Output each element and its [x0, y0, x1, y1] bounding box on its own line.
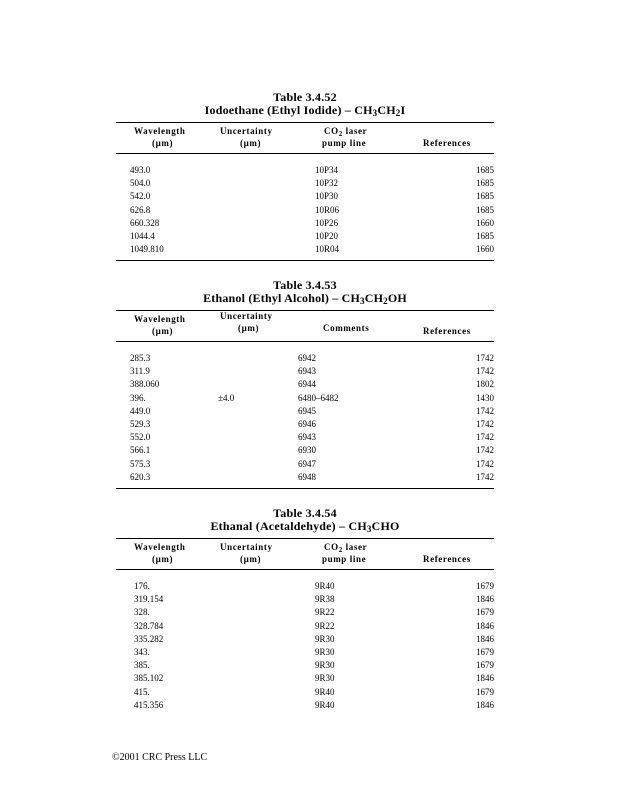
cell-wavelength: 529.3	[130, 418, 151, 429]
header-wavelength: Wavelength	[134, 314, 186, 324]
cell-uncertainty: ±4.0	[218, 392, 235, 403]
cell-reference: 1846	[476, 633, 494, 644]
table-subtitle: Ethanal (Acetaldehyde) – $CH_3CHO$	[210, 518, 400, 534]
cell-wavelength: 176.	[134, 581, 150, 591]
cell-reference: 1742	[476, 418, 494, 429]
cell-reference: 1679	[476, 660, 494, 671]
header-uncertainty: Uncertainty	[220, 311, 273, 321]
table-row	[116, 243, 494, 256]
table-row	[116, 365, 494, 378]
bottom-rule	[116, 260, 494, 261]
header-wavelength-unit: (µm)	[152, 138, 174, 148]
cell-wavelength: 285.3	[130, 353, 151, 363]
cell-wavelength: 1049.810	[130, 244, 164, 255]
cell-pump-line-or-comment: 10P30	[315, 191, 339, 202]
cell-reference: 1846	[476, 699, 494, 710]
table-row	[116, 431, 494, 444]
table-row	[116, 659, 494, 672]
cell-wavelength: 620.3	[130, 471, 151, 482]
cell-wavelength: 328.784	[134, 620, 164, 631]
header-co2-laser: $CO_2$ laser	[324, 126, 368, 138]
cell-reference: 1660	[476, 244, 494, 255]
cell-wavelength: 552.0	[130, 432, 151, 443]
cell-pump-line-or-comment: 6947	[298, 458, 316, 469]
table-3-4-52	[116, 91, 494, 261]
cell-reference: 1846	[476, 594, 494, 605]
table-row	[116, 177, 494, 190]
cell-wavelength: 343.	[134, 646, 150, 657]
cell-pump-line-or-comment: 9R38	[315, 594, 335, 605]
cell-reference: 1846	[476, 620, 494, 631]
table-row	[116, 580, 494, 593]
cell-reference: 1742	[476, 458, 494, 469]
header-wavelength: Wavelength	[134, 542, 186, 552]
cell-pump-line-or-comment: 9R40	[315, 686, 335, 697]
cell-pump-line-or-comment: 9R22	[315, 607, 335, 618]
cell-reference: 1679	[476, 686, 494, 697]
cell-wavelength: 626.8	[130, 204, 151, 215]
table-row	[116, 418, 494, 431]
table-row	[116, 471, 494, 484]
table-row	[116, 190, 494, 203]
header-wavelength-unit: (µm)	[152, 326, 174, 336]
table-title: Table 3.4.54	[273, 506, 337, 520]
cell-wavelength: 385.102	[134, 673, 164, 684]
cell-pump-line-or-comment: 10R04	[315, 244, 340, 255]
cell-wavelength: 388.060	[130, 379, 160, 390]
cell-pump-line-or-comment: 9R30	[315, 646, 335, 657]
header-co2-laser: $CO_2$ laser	[324, 542, 368, 554]
header-references: References	[423, 326, 471, 336]
cell-pump-line-or-comment: 6945	[298, 405, 316, 416]
table-row	[116, 699, 494, 712]
cell-pump-line-or-comment: 6948	[298, 471, 316, 482]
header-pump-line: pump line	[322, 554, 367, 564]
header-pump-line: pump line	[322, 138, 367, 148]
table-row	[116, 164, 494, 177]
cell-reference: 1742	[476, 432, 494, 443]
cell-reference: 1679	[476, 607, 494, 618]
cell-pump-line-or-comment: 10P32	[315, 178, 339, 189]
cell-reference: 1742	[476, 353, 494, 363]
cell-pump-line-or-comment: 6943	[298, 432, 316, 443]
column-headers	[116, 539, 494, 569]
header-references: References	[423, 138, 471, 148]
cell-wavelength: 660.328	[130, 217, 160, 228]
cell-wavelength: 335.282	[134, 633, 164, 644]
cell-wavelength: 385.	[134, 660, 150, 671]
cell-reference: 1742	[476, 405, 494, 416]
table-row	[116, 686, 494, 699]
header-references: References	[423, 554, 471, 564]
table-body	[116, 570, 494, 716]
column-headers	[116, 123, 494, 153]
cell-reference: 1685	[476, 165, 494, 175]
table-row	[116, 633, 494, 646]
table-title: Table 3.4.52	[273, 90, 337, 104]
cell-reference: 1742	[476, 366, 494, 377]
cell-reference: 1679	[476, 646, 494, 657]
cell-pump-line-or-comment: 9R30	[315, 673, 335, 684]
table-row	[116, 646, 494, 659]
cell-reference: 1679	[476, 581, 494, 591]
cell-wavelength: 396.	[130, 392, 146, 403]
table-row	[116, 392, 494, 405]
table-row	[116, 204, 494, 217]
cell-reference: 1685	[476, 204, 494, 215]
cell-reference: 1685	[476, 178, 494, 189]
cell-wavelength: 449.0	[130, 405, 151, 416]
cell-reference: 1742	[476, 471, 494, 482]
cell-wavelength: 542.0	[130, 191, 151, 202]
table-row	[116, 217, 494, 230]
cell-pump-line-or-comment: 6930	[298, 445, 316, 456]
column-headers	[116, 311, 494, 341]
table-row	[116, 593, 494, 606]
cell-reference: 1430	[476, 392, 494, 403]
table-row	[116, 606, 494, 619]
cell-reference: 1802	[476, 379, 494, 390]
cell-pump-line-or-comment: 10P20	[315, 230, 339, 241]
table-title: Table 3.4.53	[273, 278, 337, 292]
header-uncertainty-unit: (µm)	[238, 323, 260, 333]
table-row	[116, 378, 494, 391]
table-3-4-54	[116, 507, 494, 716]
table-row	[116, 352, 494, 365]
header-wavelength: Wavelength	[134, 126, 186, 136]
header-uncertainty: Uncertainty	[220, 542, 273, 552]
cell-wavelength: 311.9	[130, 366, 150, 377]
table-subtitle: Ethanol (Ethyl Alcohol) – $CH_3CH_2OH$	[203, 290, 407, 306]
cell-reference: 1685	[476, 230, 494, 241]
table-row	[116, 230, 494, 243]
cell-reference: 1742	[476, 445, 494, 456]
cell-pump-line-or-comment: 6942	[298, 353, 316, 363]
header-uncertainty-unit: (µm)	[240, 554, 262, 564]
cell-reference: 1685	[476, 191, 494, 202]
cell-pump-line-or-comment: 9R40	[315, 699, 335, 710]
header-uncertainty: Uncertainty	[220, 126, 273, 136]
table-body	[116, 154, 494, 260]
cell-pump-line-or-comment: 6943	[298, 366, 316, 377]
table-body	[116, 342, 494, 488]
cell-wavelength: 493.0	[130, 165, 151, 175]
cell-wavelength: 504.0	[130, 178, 151, 189]
table-row	[116, 620, 494, 633]
cell-pump-line-or-comment: 9R30	[315, 633, 335, 644]
cell-wavelength: 415.	[134, 686, 150, 697]
table-row	[116, 444, 494, 457]
cell-pump-line-or-comment: 6944	[298, 379, 316, 390]
cell-pump-line-or-comment: 10R06	[315, 204, 340, 215]
cell-pump-line-or-comment: 6480–6482	[298, 392, 339, 403]
cell-pump-line-or-comment: 9R22	[315, 620, 335, 631]
table-row	[116, 405, 494, 418]
header-comments: Comments	[323, 323, 370, 333]
copyright-footer: ©2001 CRC Press LLC	[112, 752, 208, 763]
table-3-4-53	[116, 279, 494, 489]
cell-wavelength: 319.154	[134, 594, 164, 605]
cell-pump-line-or-comment: 9R40	[315, 581, 335, 591]
cell-wavelength: 566.1	[130, 445, 151, 456]
cell-reference: 1660	[476, 217, 494, 228]
cell-reference: 1846	[476, 673, 494, 684]
cell-wavelength: 415.356	[134, 699, 164, 710]
table-subtitle: Iodoethane (Ethyl Iodide) – $CH_3CH_2I$	[204, 102, 406, 118]
table-row	[116, 458, 494, 471]
cell-wavelength: 1044.4	[130, 230, 155, 241]
cell-wavelength: 328.	[134, 607, 150, 618]
header-uncertainty-unit: (µm)	[240, 138, 262, 148]
cell-pump-line-or-comment: 9R30	[315, 660, 335, 671]
cell-wavelength: 575.3	[130, 458, 151, 469]
table-row	[116, 672, 494, 685]
cell-pump-line-or-comment: 10P26	[315, 217, 339, 228]
bottom-rule	[116, 488, 494, 489]
cell-pump-line-or-comment: 10P34	[315, 165, 339, 175]
cell-pump-line-or-comment: 6946	[298, 418, 316, 429]
header-wavelength-unit: (µm)	[152, 554, 174, 564]
